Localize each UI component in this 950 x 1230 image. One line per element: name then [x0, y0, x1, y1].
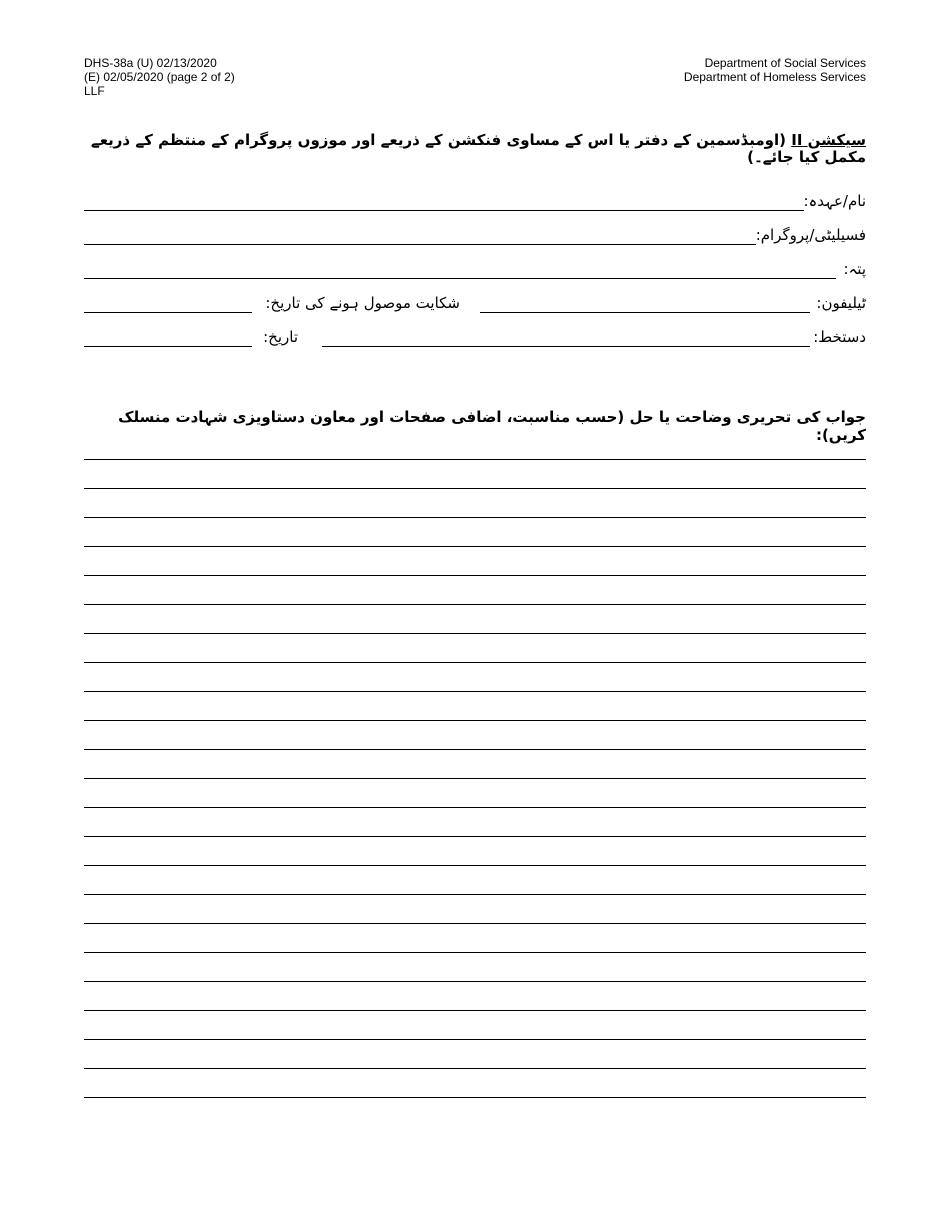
form-code: LLF: [84, 84, 105, 98]
phone-label: ٹیلیفون:: [816, 294, 866, 312]
response-line[interactable]: [84, 517, 866, 518]
signature-label: دستخط:: [813, 328, 866, 346]
response-line[interactable]: [84, 546, 866, 547]
facility-program-row: [84, 224, 866, 248]
name-title-row: [84, 190, 866, 214]
response-line[interactable]: [84, 1068, 866, 1069]
response-line[interactable]: [84, 981, 866, 982]
response-line[interactable]: [84, 749, 866, 750]
name-title-label: نام/عہدہ:: [803, 192, 866, 210]
response-line[interactable]: [84, 662, 866, 663]
section-number: II: [791, 131, 803, 149]
response-line[interactable]: [84, 488, 866, 489]
phone-row: [84, 292, 866, 316]
response-line[interactable]: [84, 691, 866, 692]
response-line[interactable]: [84, 575, 866, 576]
complaint-received-date-label: شکایت موصول ہونے کی تاریخ:: [265, 294, 460, 312]
response-line[interactable]: [84, 633, 866, 634]
department-block: [684, 56, 866, 84]
name-title-input-line[interactable]: [84, 210, 804, 211]
phone-input-line[interactable]: [480, 312, 810, 313]
response-line[interactable]: [84, 604, 866, 605]
department-homeless-services: Department of Homeless Services: [683, 70, 866, 84]
address-row: [84, 258, 866, 282]
response-line[interactable]: [84, 778, 866, 779]
response-line[interactable]: [84, 952, 866, 953]
response-line[interactable]: [84, 807, 866, 808]
form-edition: (E) 02/05/2020 (page 2 of 2): [84, 70, 235, 84]
signature-input-line[interactable]: [322, 346, 810, 347]
facility-program-label: فسیلیٹی/پروگرام:: [755, 226, 866, 244]
form-id: DHS-38a (U) 02/13/2020: [84, 56, 217, 70]
department-social-services: Department of Social Services: [704, 56, 866, 70]
date-input-line[interactable]: [84, 346, 252, 347]
response-line[interactable]: [84, 923, 866, 924]
response-line[interactable]: [84, 1097, 866, 1098]
response-line[interactable]: [84, 720, 866, 721]
response-line[interactable]: [84, 1010, 866, 1011]
response-line[interactable]: [84, 836, 866, 837]
response-line[interactable]: [84, 865, 866, 866]
section-label-prefix: سیکشن: [807, 131, 866, 149]
signature-row: [84, 326, 866, 350]
response-line[interactable]: [84, 459, 866, 460]
complaint-received-date-input-line[interactable]: [84, 312, 252, 313]
section-description: (اومبڈسمین کے دفتر یا اس کے مساوی فنکشن کے ذریعے اور موزوں پروگرام کے منتظم کے ذریعے مکمل کیا جائے۔): [90, 131, 866, 166]
response-line[interactable]: [84, 1039, 866, 1040]
section-label: [791, 131, 866, 149]
response-title: جواب کی تحریری وضاحت یا حل (حسب مناسبت، اضافی صفحات اور معاون دستاویزی شہادت منسلک کریں):: [118, 408, 866, 444]
date-label: تاریخ:: [263, 328, 298, 346]
address-label: پتہ:: [843, 260, 866, 278]
section-title: [84, 132, 866, 166]
facility-program-input-line[interactable]: [84, 244, 756, 245]
form-identifier-block: [84, 56, 235, 98]
address-input-line[interactable]: [84, 278, 836, 279]
response-line[interactable]: [84, 894, 866, 895]
